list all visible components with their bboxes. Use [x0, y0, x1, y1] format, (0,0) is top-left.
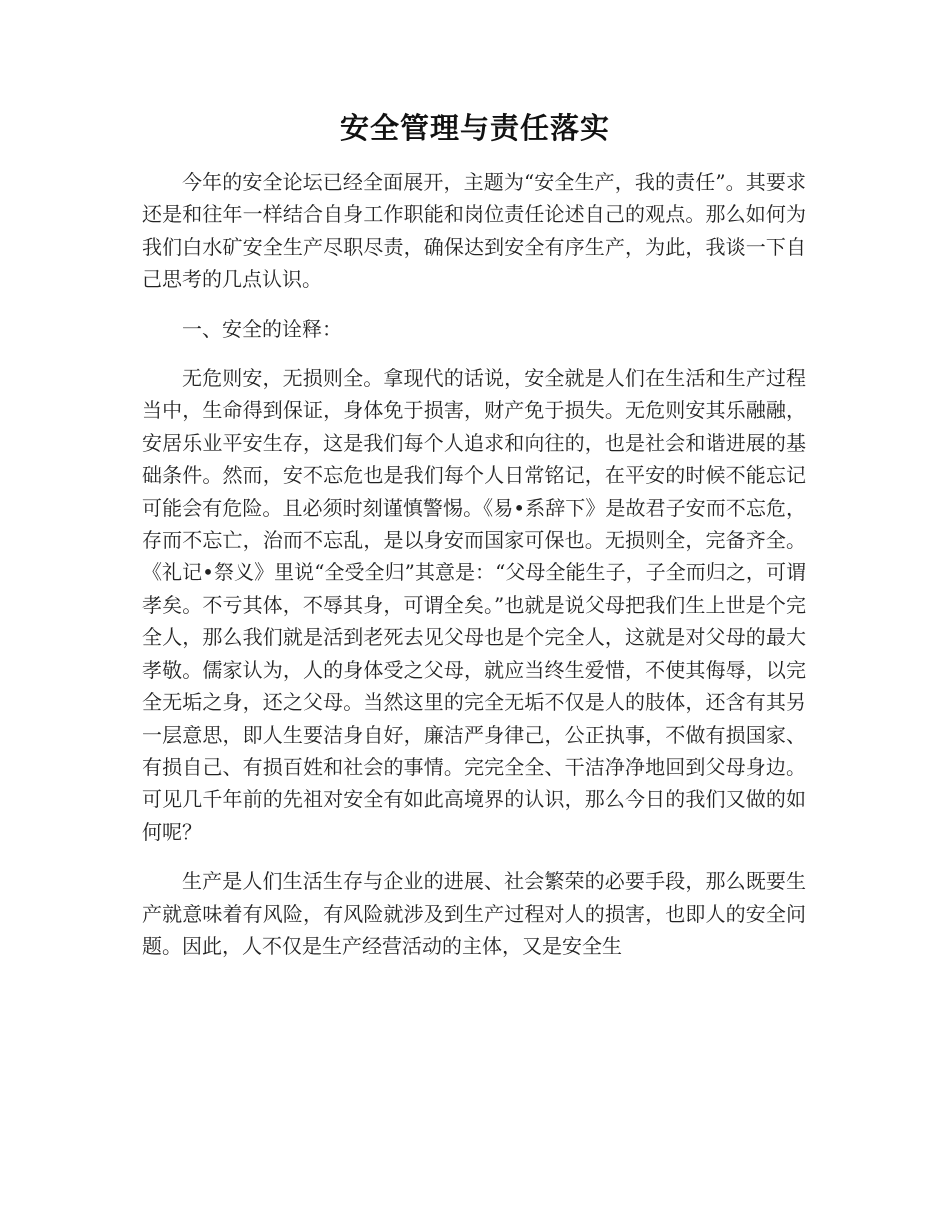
body-paragraph: 生产是人们生活生存与企业的进展、社会繁荣的必要手段，那么既要生产就意味着有风险，有风险就涉及到生产过程对人的损害，也即人的安全问题。因此，人不仅是生产经营活动的主体，又是安全生 — [142, 869, 806, 958]
section-heading: 一、安全的诠释： — [182, 316, 342, 341]
document-body — [142, 166, 806, 979]
body-paragraph: 无危则安，无损则全。拿现代的话说，安全就是人们在生活和生产过程当中，生命得到保证，身体免于损害，财产免于损失。无危则安其乐融融，安居乐业平安生存，这是我们每个人追求和向往的，也是社会和谐进展的基础条件。然而，安不忘危也是我们每个人日常铭记，在平安的时候不能忘记可能会有危险。且必须时刻谨慎警惕。《易•系辞下》是故君子安而不忘危，存而不忘亡，治而不忘乱，是以身安而国家可保也。无损则全，完备齐全。《礼记•祭义》里说“全受全归”其意是：“父母全能生子，子全而归之，可谓孝矣。不亏其体，不辱其身，可谓全矣。”也就是说父母把我们生上世是个完全人，那么我们就是活到老死去见父母也是个完全人，这就是对父母的最大孝敬。儒家认为，人的身体受之父母，就应当终生爱惜，不使其侮辱，以完全无垢之身，还之父母。当然这里的完全无垢不仅是人的肢体，还含有其另一层意思，即人生要洁身自好，廉洁严身律己，公正执事，不做有损国家、有损自己、有损百姓和社会的事情。完完全全、干洁净净地回到父母身边。可见几千年前的先祖对安全有如此高境界的认识，那么今日的我们又做的如何呢？ — [142, 366, 806, 844]
intro-paragraph: 今年的安全论坛已经全面展开，主题为“安全生产，我的责任”。其要求还是和往年一样结合自身工作职能和岗位责任论述自己的观点。那么如何为我们白水矿安全生产尽职尽责，确保达到安全有序生产，为此，我谈一下自己思考的几点认识。 — [142, 170, 806, 292]
document-title: 安全管理与责任落实 — [339, 111, 610, 145]
